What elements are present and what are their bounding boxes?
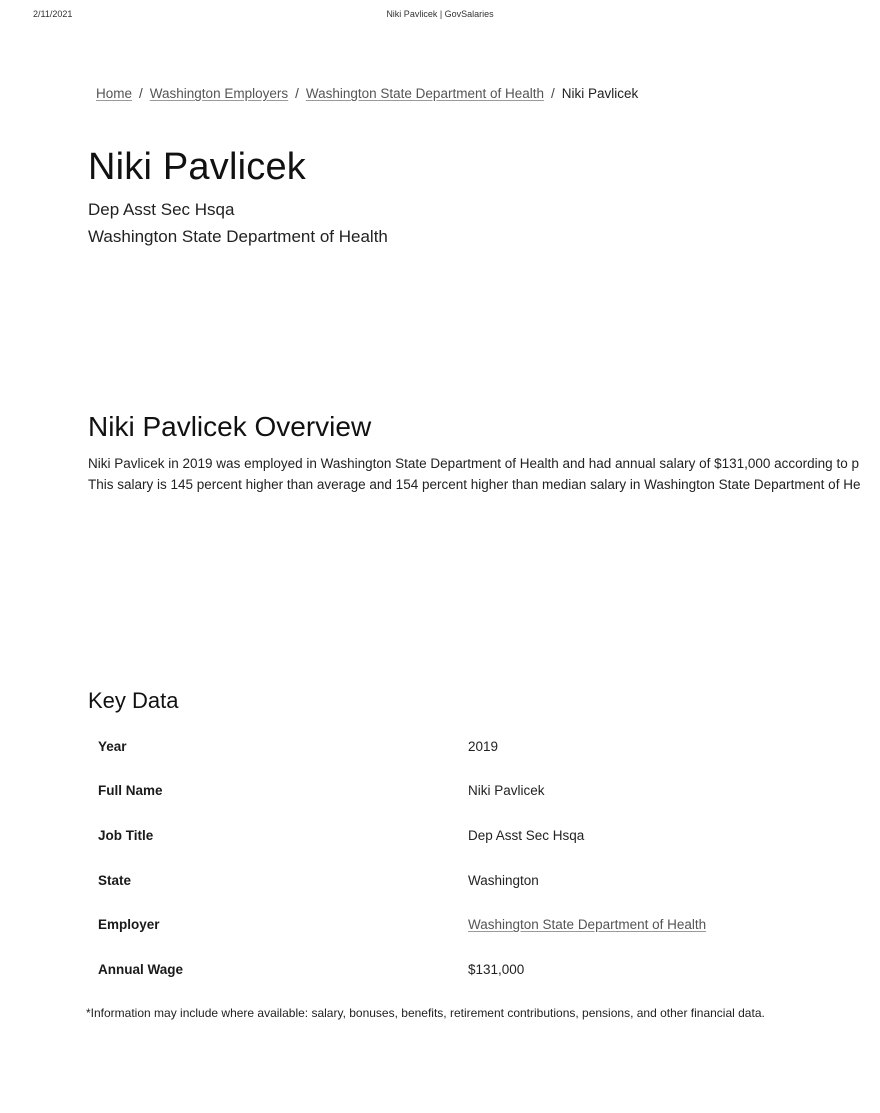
overview-line-2: This salary is 145 percent higher than average and 154 percent higher than median salary in Washington State Department of He [88, 477, 861, 492]
key-data-heading: Key Data [88, 688, 179, 713]
overview-heading: Niki Pavlicek Overview [88, 411, 372, 442]
person-job-title: Dep Asst Sec Hsqa [88, 200, 235, 219]
breadcrumb-current: Niki Pavlicek [561, 86, 639, 101]
print-title: Niki Pavlicek | GovSalaries [386, 9, 494, 19]
annual-wage-value: $131,000 [468, 961, 525, 977]
employer-link[interactable]: Washington State Department of Health [468, 917, 707, 933]
breadcrumb-separator: / [551, 86, 555, 101]
person-name: Niki Pavlicek [88, 146, 306, 188]
person-employer: Washington State Department of Health [88, 227, 388, 246]
full-name-label: Full Name [98, 783, 163, 799]
state-label: State [98, 872, 132, 888]
breadcrumb-home-link[interactable]: Home [96, 86, 133, 101]
state-value: Washington [468, 872, 539, 888]
print-header [0, 9, 880, 23]
year-label: Year [98, 738, 127, 754]
breadcrumb-separator: / [295, 86, 299, 101]
breadcrumb-department-link[interactable]: Washington State Department of Health [305, 86, 544, 101]
table-row [88, 858, 848, 903]
footnote: *Information may include where available: salary, bonuses, benefits, retirement contributions, pensions, and other financial data. [86, 1006, 765, 1020]
table-row [88, 724, 848, 769]
overview-line-1: Niki Pavlicek in 2019 was employed in Washington State Department of Health and had annual salary of $131,000 according to p [88, 456, 859, 471]
breadcrumb-employers-link[interactable]: Washington Employers [149, 86, 289, 101]
job-title-label: Job Title [98, 827, 154, 843]
employer-label: Employer [98, 917, 160, 933]
annual-wage-label: Annual Wage [98, 961, 184, 977]
breadcrumb-separator: / [139, 86, 143, 101]
year-value: 2019 [468, 738, 499, 754]
job-title-value: Dep Asst Sec Hsqa [468, 827, 585, 843]
table-row [88, 769, 848, 814]
print-date: 2/11/2021 [33, 9, 73, 19]
key-data-table [88, 724, 848, 992]
full-name-value: Niki Pavlicek [468, 783, 545, 799]
breadcrumb [96, 86, 638, 101]
overview-text [88, 453, 880, 495]
table-row [88, 902, 848, 947]
table-row [88, 813, 848, 858]
table-row [88, 947, 848, 992]
employer-value-cell [458, 902, 848, 947]
